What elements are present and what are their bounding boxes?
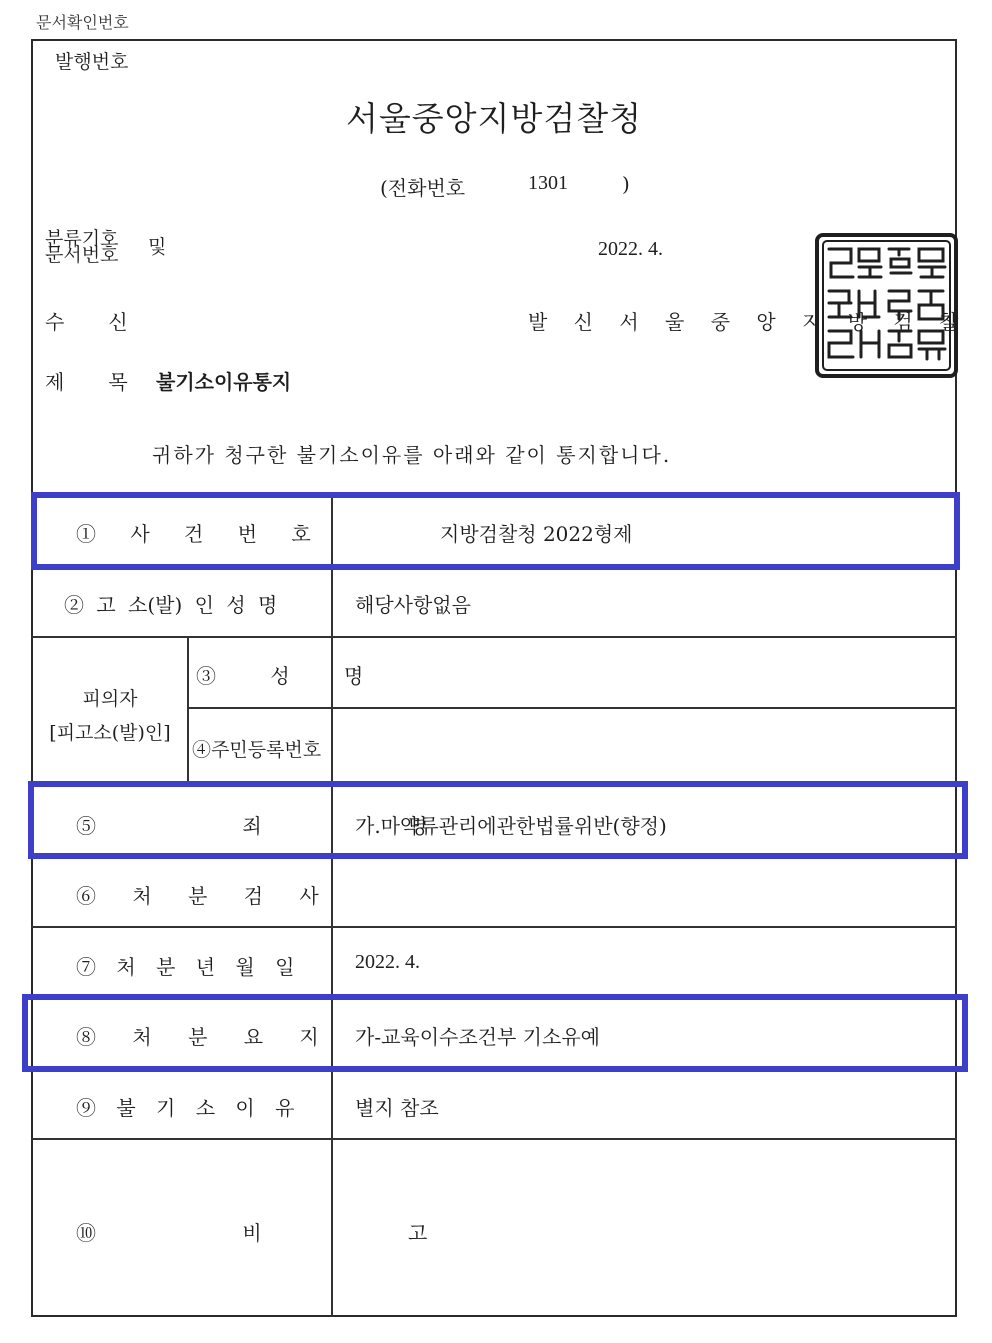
row-value-charge: 가.마약류관리에관한법률위반(향정) [355, 814, 667, 838]
table-line [187, 636, 189, 782]
row-label-remarks: ⑩ 비 고 [76, 1221, 428, 1245]
document-check-number-label: 문서확인번호 [36, 13, 129, 32]
highlight-box-charge [28, 781, 968, 859]
document-frame [31, 39, 957, 1317]
agency-title-text: 서울중앙지방검찰청 [346, 99, 642, 138]
row-label-disposition-date: ⑦ 처 분 년 월 일 [76, 955, 295, 979]
recipient-label: 수신 [45, 310, 172, 334]
notice-text: 귀하가 청구한 불기소이유를 아래와 같이 통지합니다. [152, 443, 672, 467]
row-label-prosecutor: ⑥ 처 분 검 사 [76, 884, 319, 908]
official-seal-stamp [815, 233, 958, 378]
row-label-non-indictment-reason: ⑨ 불 기 소 이 유 [76, 1096, 295, 1120]
table-line [187, 707, 957, 709]
phone-label: (전화번호 [380, 176, 466, 200]
row-label-suspect-id: ④주민등록번호 [192, 739, 322, 761]
phone-close-paren: ) [622, 172, 630, 196]
row-label-case-number: ① 사 건 번 호 [76, 522, 311, 546]
row-label-suspect-name: ③ 성 명 [196, 664, 364, 688]
row-label-complainant: ② 고 소(발) 인 성 명 [64, 593, 278, 617]
issue-number-label: 발행번호 [55, 51, 129, 73]
row-label-suspect-group: 피의자 [피고소(발)인] [49, 688, 171, 744]
row-label-disposition: ⑧ 처 분 요 지 [76, 1025, 319, 1049]
classification-and: 및 [148, 236, 167, 258]
issue-date: 2022. 4. [598, 238, 663, 260]
row-label-charge: ⑤ 죄 명 [76, 814, 428, 838]
row-value-non-indictment-reason: 별지 참조 [355, 1096, 439, 1120]
row-value-disposition-date: 2022. 4. [355, 951, 420, 973]
row-value-disposition: 가-교육이수조건부 기소유예 [355, 1025, 600, 1049]
agency-title [0, 93, 992, 140]
highlight-box-case-number [31, 492, 960, 570]
table-line [331, 493, 333, 1317]
table-line [31, 1138, 957, 1140]
highlight-box-disposition [22, 994, 968, 1072]
phone-number: 1301 [528, 172, 568, 194]
classification-label: 분류기호 문서번호 [45, 228, 119, 266]
table-line [31, 636, 957, 638]
row-value-case-number: 지방검찰청 2022형제 [440, 522, 633, 546]
row-value-complainant: 해당사항없음 [355, 593, 471, 617]
table-line [31, 926, 957, 928]
sender: 발 신 서 울 중 앙 지 방 검 찰 [528, 310, 969, 334]
subject-label: 제목 [45, 370, 172, 394]
subject-value: 불기소이유통지 [156, 370, 292, 394]
